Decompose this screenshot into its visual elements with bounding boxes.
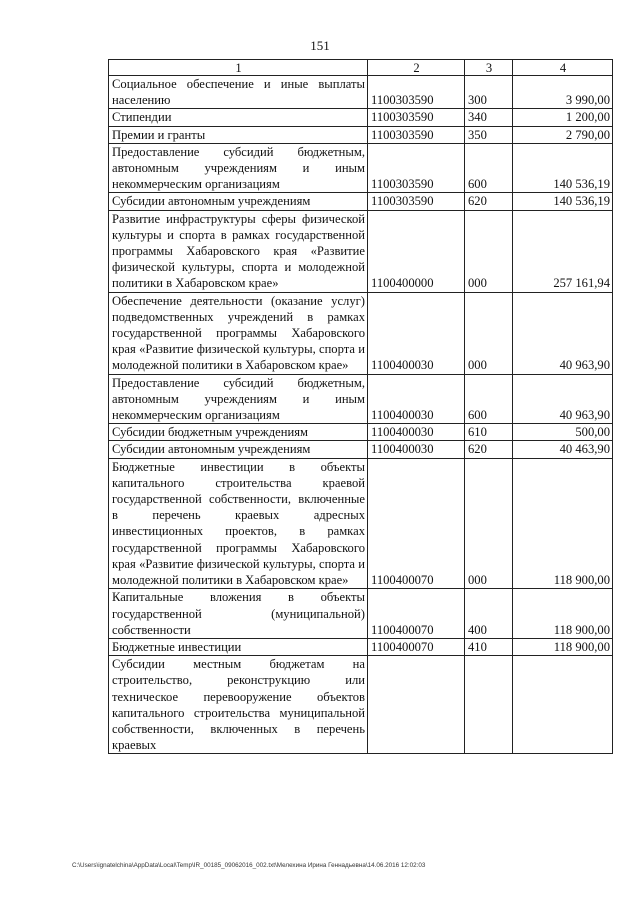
row-type-cell: 000 <box>465 292 513 374</box>
row-type-cell: 610 <box>465 424 513 441</box>
row-type-cell: 600 <box>465 374 513 424</box>
row-type-cell: 000 <box>465 210 513 292</box>
row-amount-cell: 1 200,00 <box>513 109 613 126</box>
row-amount-cell: 118 900,00 <box>513 589 613 639</box>
row-code-cell: 1100400030 <box>368 424 465 441</box>
row-name-cell: Субсидии автономным учреждениям <box>109 193 368 210</box>
table-row <box>109 589 613 639</box>
row-type-cell: 350 <box>465 126 513 143</box>
row-code-cell: 1100400070 <box>368 458 465 589</box>
row-code-cell: 1100303590 <box>368 109 465 126</box>
table-row <box>109 424 613 441</box>
row-code-cell <box>368 656 465 754</box>
row-amount-cell: 257 161,94 <box>513 210 613 292</box>
row-name-cell: Обеспечение деятельности (оказание услуг) подведомственных учреждений в рамках государственной программы Хабаровского края «Развитие физической культуры, спорта и молодежной политики в Хабаровском крае» <box>109 292 368 374</box>
row-code-cell: 1100303590 <box>368 143 465 193</box>
row-amount-cell: 3 990,00 <box>513 76 613 109</box>
table-row <box>109 292 613 374</box>
row-name-cell: Предоставление субсидий бюджетным, автономным учреждениям и иным некоммерческим организациям <box>109 374 368 424</box>
row-name-cell: Капитальные вложения в объекты государственной (муниципальной) собственности <box>109 589 368 639</box>
row-code-cell: 1100400070 <box>368 589 465 639</box>
row-amount-cell: 500,00 <box>513 424 613 441</box>
row-type-cell: 620 <box>465 441 513 458</box>
table-row <box>109 441 613 458</box>
table-body <box>109 76 613 754</box>
table-row <box>109 638 613 655</box>
row-type-cell: 400 <box>465 589 513 639</box>
table-row <box>109 143 613 193</box>
table-row <box>109 76 613 109</box>
row-amount-cell: 118 900,00 <box>513 458 613 589</box>
page-number: 151 <box>310 38 330 53</box>
row-code-cell: 1100400030 <box>368 292 465 374</box>
row-code-cell: 1100400030 <box>368 441 465 458</box>
row-type-cell <box>465 656 513 754</box>
header-col-1: 1 <box>109 60 368 76</box>
header-col-3: 3 <box>465 60 513 76</box>
row-name-cell: Предоставление субсидий бюджетным, автономным учреждениям и иным некоммерческим организациям <box>109 143 368 193</box>
file-path-footer: C:\Users\ignatelchina\AppData\Local\Temp\IR_00185_09062016_002.txt\Мелехина Ирина Геннадьевна\14.06.2016 12:02:03 <box>72 862 426 869</box>
row-code-cell: 1100400000 <box>368 210 465 292</box>
row-name-cell: Субсидии бюджетным учреждениям <box>109 424 368 441</box>
row-amount-cell: 40 463,90 <box>513 441 613 458</box>
row-name-cell: Бюджетные инвестиции <box>109 638 368 655</box>
row-name-cell: Развитие инфраструктуры сферы физической культуры и спорта в рамках государственной программы Хабаровского края «Развитие физической культуры, спорта и молодежной политики в Хабаровском крае» <box>109 210 368 292</box>
row-name-cell: Социальное обеспечение и иные выплаты населению <box>109 76 368 109</box>
row-amount-cell: 118 900,00 <box>513 638 613 655</box>
table-row <box>109 210 613 292</box>
row-code-cell: 1100303590 <box>368 76 465 109</box>
row-name-cell: Стипендии <box>109 109 368 126</box>
row-amount-cell: 140 536,19 <box>513 193 613 210</box>
table-row <box>109 126 613 143</box>
row-amount-cell: 140 536,19 <box>513 143 613 193</box>
row-code-cell: 1100400070 <box>368 638 465 655</box>
row-code-cell: 1100303590 <box>368 126 465 143</box>
budget-table <box>108 59 613 754</box>
row-type-cell: 000 <box>465 458 513 589</box>
row-name-cell: Премии и гранты <box>109 126 368 143</box>
table-row <box>109 109 613 126</box>
row-name-cell: Субсидии автономным учреждениям <box>109 441 368 458</box>
row-code-cell: 1100400030 <box>368 374 465 424</box>
row-type-cell: 620 <box>465 193 513 210</box>
row-name-cell: Субсидии местным бюджетам на строительство, реконструкцию или техническое перевооружение объектов капитального строительства муниципальной собственности, включенных в перечень краевых <box>109 656 368 754</box>
header-col-2: 2 <box>368 60 465 76</box>
row-type-cell: 300 <box>465 76 513 109</box>
row-name-cell: Бюджетные инвестиции в объекты капитального строительства краевой государственной собственности, включенные в перечень краевых адресных инвестиционных проектов, в рамках государственной программы Хабаровского края «Развитие физической культуры, спорта и молодежной политики в Хабаровском крае» <box>109 458 368 589</box>
row-amount-cell: 2 790,00 <box>513 126 613 143</box>
row-type-cell: 340 <box>465 109 513 126</box>
row-type-cell: 410 <box>465 638 513 655</box>
row-amount-cell <box>513 656 613 754</box>
row-code-cell: 1100303590 <box>368 193 465 210</box>
table-row <box>109 374 613 424</box>
row-type-cell: 600 <box>465 143 513 193</box>
table-row <box>109 193 613 210</box>
row-amount-cell: 40 963,90 <box>513 374 613 424</box>
header-col-4: 4 <box>513 60 613 76</box>
table-row <box>109 458 613 589</box>
table-row <box>109 656 613 754</box>
row-amount-cell: 40 963,90 <box>513 292 613 374</box>
table-header-row <box>109 60 613 76</box>
